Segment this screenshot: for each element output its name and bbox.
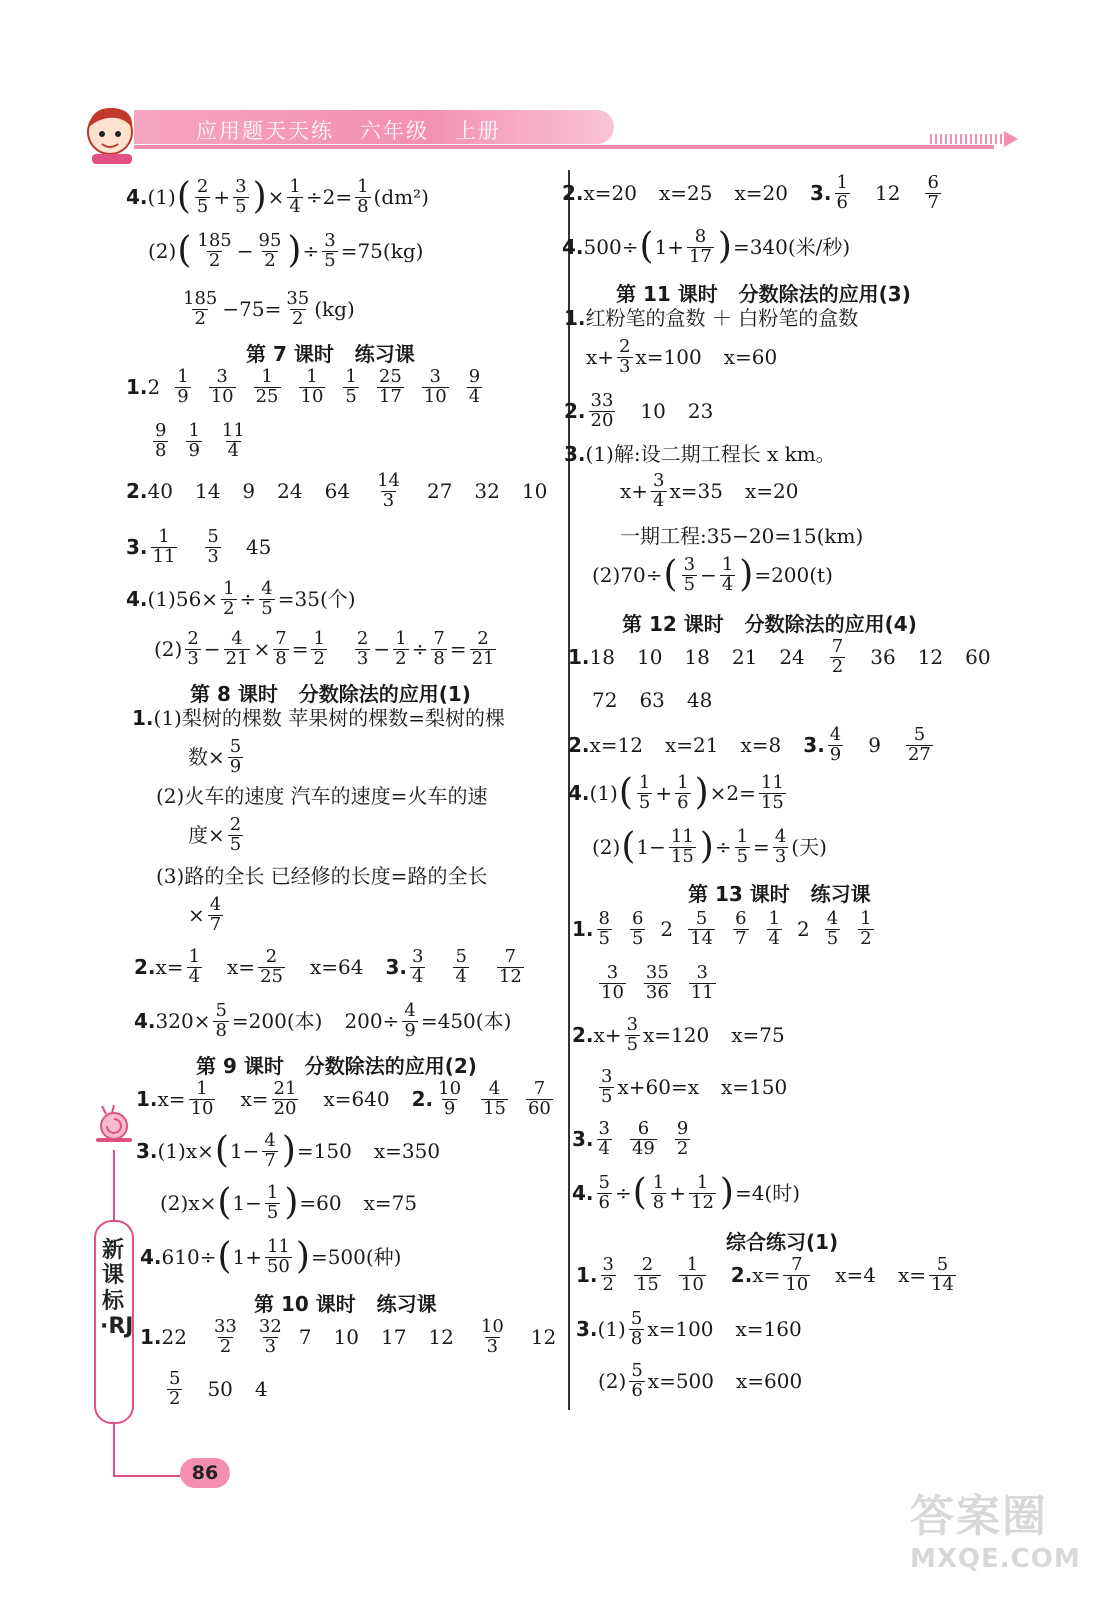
page-number: 86 xyxy=(180,1458,230,1488)
answer-line: x+ $\frac{3}{4}$ x=35 x=20 xyxy=(620,470,799,511)
answer-line: x+ $\frac{2}{3}$ x=100 x=60 xyxy=(586,336,778,377)
answer-line: $\frac{3}{10}$ $\frac{35}{36}$ $\frac{3}{11}$ xyxy=(601,962,714,1003)
answer-line: 1. 2 $\frac{1}{9}$ $\frac{3}{10}$ $\frac{1}{25}$ $\frac{1}{10}$ $\frac{1}{5}$ $\frac{25}{17}$ $\frac{3}{10}$ $\frac{9}{4}$ xyxy=(126,366,481,407)
answer-line: 1. $\frac{8}{5}$ $\frac{6}{5}$ 2 $\frac{5}{14}$ $\frac{6}{7}$ $\frac{1}{4}$ 2 $\frac{4}{5}$ $\frac{1}{2}$ xyxy=(572,908,872,949)
answer-line: 1. 18 10 18 21 24 $\frac{7}{2}$ 36 12 60 xyxy=(568,636,991,677)
answer-line: $\frac{3}{5}$ x+60=x x=150 xyxy=(601,1066,788,1107)
lesson-heading: 综合练习(1) xyxy=(726,1230,839,1254)
answer-line: 4. (1) ( $\frac{2}{5}$ + $\frac{3}{5}$ ) × $\frac{1}{4}$ ÷2= $\frac{1}{8}$ (dm²) xyxy=(126,176,429,218)
answer-line: (3)路的全长 已经修的长度=路的全长 xyxy=(156,864,488,888)
lesson-heading: 第 12 课时 分数除法的应用(4) xyxy=(622,612,917,636)
lesson-heading: 第 7 课时 练习课 xyxy=(246,342,415,366)
answer-line: (2) $\frac{2}{3}$ − $\frac{4}{21}$ × $\frac{7}{8}$ = $\frac{1}{2}$ $\frac{2}{3}$ − $\frac{1}{2}$ ÷ $\frac{7}{8}$ = $\frac{2}{21}$ xyxy=(154,628,495,669)
lesson-heading: 第 10 课时 练习课 xyxy=(254,1292,437,1316)
answer-line: 1. x= $\frac{1}{10}$ x= $\frac{21}{20}$ x=640 2. $\frac{10}{9}$ $\frac{4}{15}$ $\frac{7}{60}$ xyxy=(136,1078,551,1119)
header-rule xyxy=(134,145,994,149)
answer-line: $\frac{185}{2}$ −75= $\frac{35}{2}$ (kg) xyxy=(183,288,355,329)
lesson-heading: 第 9 课时 分数除法的应用(2) xyxy=(196,1054,477,1078)
answer-line: (2) ( $\frac{185}{2}$ − $\frac{95}{2}$ ) ÷ $\frac{3}{5}$ =75(kg) xyxy=(148,230,424,272)
answer-line: 3. (1)解:设二期工程长 x km。 xyxy=(564,442,836,466)
answer-line: 3. (1) $\frac{5}{8}$ x=100 x=160 xyxy=(576,1308,802,1349)
answer-line: 4. (1) ( $\frac{1}{5}$ + $\frac{1}{6}$ ) ×2= $\frac{11}{15}$ xyxy=(568,772,784,814)
answer-line: (2)70÷ ( $\frac{3}{5}$ − $\frac{1}{4}$ ) =200(t) xyxy=(592,554,833,596)
answer-line: 2. x=12 x=21 x=8 3. $\frac{4}{9}$ 9 $\frac{5}{27}$ xyxy=(568,724,931,765)
answer-line: 1. 22 $\frac{33}{2}$ $\frac{32}{3}$ 7 10 17 12 $\frac{10}{3}$ 12 xyxy=(140,1316,557,1357)
answer-line: × $\frac{4}{7}$ xyxy=(188,894,222,935)
answer-line: 4. 320× $\frac{5}{8}$ =200(本) 200÷ $\frac{4}{9}$ =450(本) xyxy=(134,1000,512,1041)
answer-line: $\frac{5}{2}$ 50 4 xyxy=(169,1368,268,1409)
answer-line: 1. 红粉笔的盒数 ＋ 白粉笔的盒数 xyxy=(564,306,859,330)
answer-line: 2. x= $\frac{1}{4}$ x= $\frac{2}{25}$ x=64 3. $\frac{3}{4}$ $\frac{5}{4}$ $\frac{7}{12}$ xyxy=(134,946,522,987)
answer-line: 2. x=20 x=25 x=20 3. $\frac{1}{6}$ 12 $\frac{6}{7}$ xyxy=(562,172,939,213)
page-header xyxy=(78,96,998,166)
answer-line: $\frac{9}{8}$ $\frac{1}{9}$ $\frac{11}{4}$ xyxy=(155,420,245,461)
answer-line: 数× $\frac{5}{9}$ xyxy=(188,736,242,777)
answer-line: (2) ( 1− $\frac{11}{15}$ ) ÷ $\frac{1}{5}$ = $\frac{4}{3}$ (天) xyxy=(592,826,827,868)
answer-line: 72 63 48 xyxy=(592,688,713,712)
arrow-right-icon xyxy=(1004,131,1018,147)
answer-line: 度× $\frac{2}{5}$ xyxy=(188,814,242,855)
answer-line: 2. x+ $\frac{3}{5}$ x=120 x=75 xyxy=(572,1014,785,1055)
answer-line: 4. 500÷ ( 1+ $\frac{8}{17}$ ) =340(米/秒) xyxy=(562,226,851,268)
answer-line: (2) $\frac{5}{6}$ x=500 x=600 xyxy=(598,1360,803,1401)
answer-line: 3. $\frac{1}{11}$ $\frac{5}{3}$ 45 xyxy=(126,526,272,567)
answer-line: 2. 40 14 9 24 64 $\frac{14}{3}$ 27 32 10 xyxy=(126,470,548,511)
answer-line: 4. (1)56× $\frac{1}{2}$ ÷ $\frac{4}{5}$ =35(个) xyxy=(126,578,356,619)
answer-line: 3. (1)x× ( 1− $\frac{4}{7}$ ) =150 x=350 xyxy=(136,1130,441,1172)
lesson-heading: 第 11 课时 分数除法的应用(3) xyxy=(616,282,911,306)
answer-line: (2)x× ( 1− $\frac{1}{5}$ ) =60 x=75 xyxy=(160,1182,418,1224)
watermark-logo: 答案圈 xyxy=(910,1491,1048,1542)
sidebar-label: 新课标·RJ xyxy=(100,1238,134,1339)
answer-line: 1. (1)梨树的棵数 苹果树的棵数=梨树的棵 xyxy=(132,706,505,730)
watermark xyxy=(910,1480,1080,1580)
answer-line: 3. $\frac{3}{4}$ $\frac{6}{49}$ $\frac{9}{2}$ xyxy=(572,1118,689,1159)
header-title: 应用题天天练 六年级 上册 xyxy=(196,119,502,143)
answer-line: (2)火车的速度 汽车的速度=火车的速 xyxy=(156,784,488,808)
header-ticks xyxy=(930,134,1006,144)
lesson-heading: 第 13 课时 练习课 xyxy=(688,882,871,906)
answer-line: 一期工程:35−20=15(km) xyxy=(620,524,864,548)
answer-line: 2. $\frac{33}{20}$ 10 23 xyxy=(564,390,714,431)
answer-line: 4. 610÷ ( 1+ $\frac{11}{50}$ ) =500(种) xyxy=(140,1236,402,1278)
answer-line: 4. $\frac{5}{6}$ ÷ ( $\frac{1}{8}$ + $\frac{1}{12}$ ) =4(时) xyxy=(572,1172,801,1214)
snail-icon xyxy=(92,1104,136,1144)
watermark-url: MXQE.COM xyxy=(910,1544,1081,1574)
answer-line: 1. $\frac{3}{2}$ $\frac{2}{15}$ $\frac{1}{10}$ 2. x= $\frac{7}{10}$ x=4 x= $\frac{5}{14}$ xyxy=(576,1254,954,1295)
footer-line xyxy=(113,1475,183,1477)
lesson-heading: 第 8 课时 分数除法的应用(1) xyxy=(190,682,471,706)
